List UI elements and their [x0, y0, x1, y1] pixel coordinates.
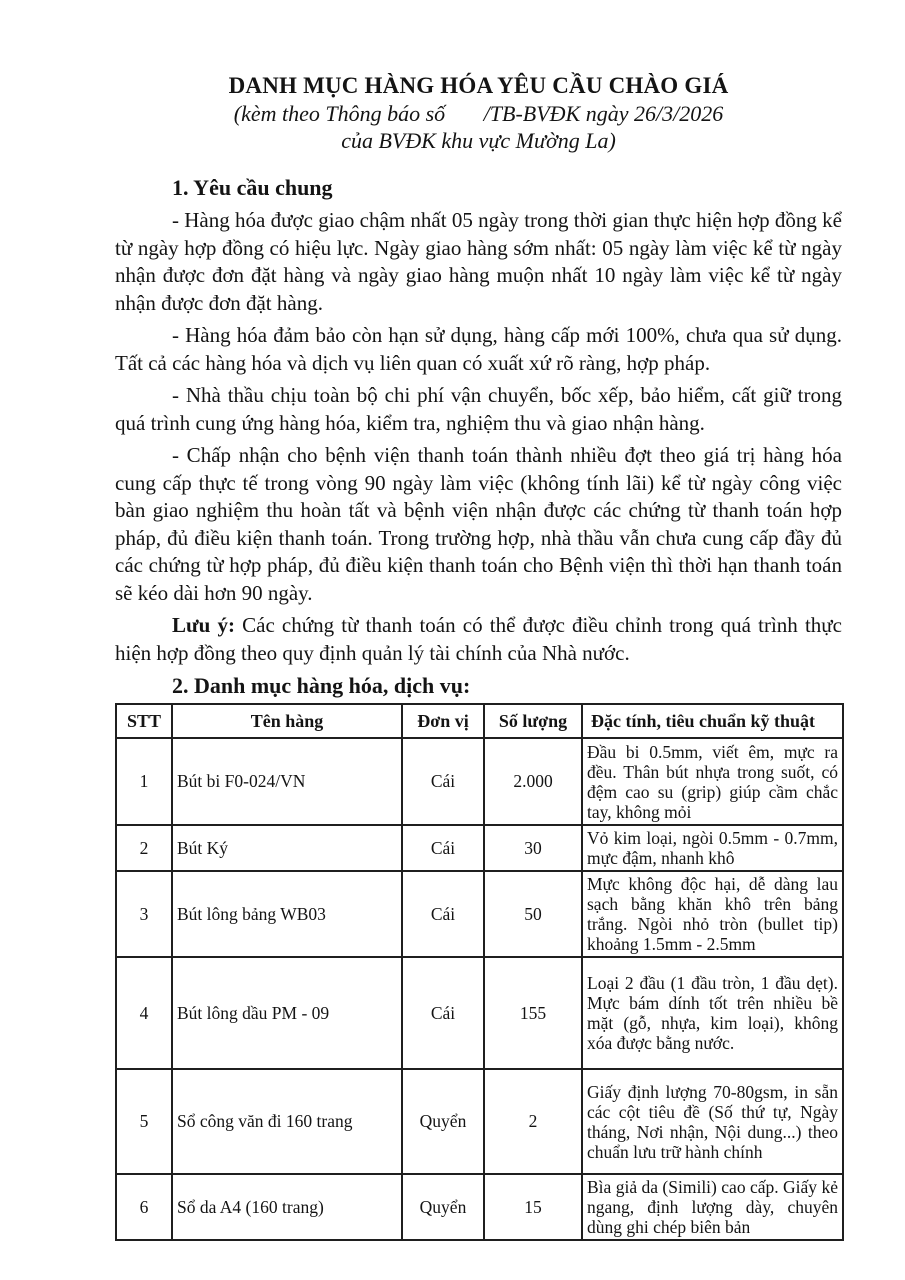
cell-qty: 50: [484, 871, 582, 957]
cell-unit: Cái: [402, 825, 484, 871]
table-row: [116, 1069, 843, 1174]
cell-qty: 2.000: [484, 738, 582, 825]
column-header-so-luong: Số lượng: [484, 704, 582, 738]
note-paragraph: [115, 612, 842, 667]
paragraph-delivery-terms: - Hàng hóa được giao chậm nhất 05 ngày trong thời gian thực hiện hợp đồng kể từ ngày hợp đồng có hiệu lực. Ngày giao hàng sớm nhất: 05 ngày làm việc kể từ ngày nhận được đơn đặt hàng và ngày giao hàng muộn nhất 10 ngày làm việc kể từ ngày nhận được đơn đặt hàng.: [115, 208, 842, 315]
cell-stt: 2: [116, 825, 172, 871]
subtitle-line-1: (kèm theo Thông báo số /TB-BVĐK ngày 26/3/2026: [233, 101, 724, 126]
cell-stt: 3: [116, 871, 172, 957]
table-row: [116, 871, 843, 957]
cell-stt: 1: [116, 738, 172, 825]
cell-spec: Mực không độc hại, dễ dàng lau sạch bằng khăn khô trên bảng trắng. Ngòi nhỏ tròn (bullet tip) khoảng 1.5mm - 2.5mm: [582, 871, 843, 957]
cell-spec: Vỏ kim loại, ngòi 0.5mm - 0.7mm, mực đậm, nhanh khô: [582, 825, 843, 871]
table-row: [116, 738, 843, 825]
paragraph-quality-terms: - Hàng hóa đảm bảo còn hạn sử dụng, hàng cấp mới 100%, chưa qua sử dụng. Tất cả các hàng hóa và dịch vụ liên quan có xuất xứ rõ ràng, hợp pháp.: [115, 323, 842, 375]
cell-stt: 4: [116, 957, 172, 1069]
paragraph-payment-terms: - Chấp nhận cho bệnh viện thanh toán thành nhiều đợt theo giá trị hàng hóa cung cấp thực tế trong vòng 90 ngày làm việc (không tính lãi) kể từ ngày công việc bàn giao nghiệm thu hoàn tất và bệnh viện nhận được các chứng từ thanh toán hợp pháp, đủ điều kiện thanh toán. Trong trường hợp, nhà thầu vẫn chưa cung cấp đầy đủ các chứng từ hợp pháp, đủ điều kiện thanh toán cho Bệnh viện thì thời hạn thanh toán sẽ kéo dài hơn 90 ngày.: [115, 443, 842, 605]
column-header-stt: STT: [116, 704, 172, 738]
cell-spec: Đầu bi 0.5mm, viết êm, mực ra đều. Thân bút nhựa trong suốt, có đệm cao su (grip) giúp cầm chắc tay, không mỏi: [582, 738, 843, 825]
cell-unit: Quyển: [402, 1174, 484, 1240]
subtitle-line-2: của BVĐK khu vực Mường La): [341, 128, 616, 153]
column-header-dac-tinh: Đặc tính, tiêu chuẩn kỹ thuật: [582, 704, 843, 738]
section-2-heading: 2. Danh mục hàng hóa, dịch vụ:: [172, 673, 471, 698]
cell-unit: Cái: [402, 871, 484, 957]
note-label: Lưu ý:: [172, 613, 235, 637]
column-header-ten-hang: Tên hàng: [172, 704, 402, 738]
page-title: DANH MỤC HÀNG HÓA YÊU CẦU CHÀO GIÁ: [228, 73, 729, 98]
cell-spec: Giấy định lượng 70-80gsm, in sẵn các cột tiêu đề (Số thứ tự, Ngày tháng, Nơi nhận, Nội dung...) theo chuẩn lưu trữ hành chính: [582, 1069, 843, 1174]
cell-qty: 15: [484, 1174, 582, 1240]
cell-name: Bút Ký: [172, 825, 402, 871]
table-header-row: [116, 704, 843, 738]
cell-name: Bút bi F0-024/VN: [172, 738, 402, 825]
cell-name: Sổ công văn đi 160 trang: [172, 1069, 402, 1174]
cell-spec: Loại 2 đầu (1 đầu tròn, 1 đầu dẹt). Mực bám dính tốt trên nhiều bề mặt (gỗ, nhựa, kim loại), không xóa được bằng nước.: [582, 957, 843, 1069]
table-row: [116, 957, 843, 1069]
goods-table: [115, 703, 844, 1241]
document-content: [115, 72, 842, 1241]
paragraph-contractor-costs: - Nhà thầu chịu toàn bộ chi phí vận chuyển, bốc xếp, bảo hiểm, cất giữ trong quá trình cung ứng hàng hóa, kiểm tra, nghiệm thu và giao nhận hàng.: [115, 383, 842, 435]
cell-name: Sổ da A4 (160 trang): [172, 1174, 402, 1240]
section-1-heading: 1. Yêu cầu chung: [172, 175, 333, 200]
cell-unit: Quyển: [402, 1069, 484, 1174]
cell-spec: Bìa giả da (Simili) cao cấp. Giấy kẻ ngang, định lượng dày, chuyên dùng ghi chép biên bản: [582, 1174, 843, 1240]
column-header-don-vi: Đơn vị: [402, 704, 484, 738]
cell-stt: 5: [116, 1069, 172, 1174]
cell-stt: 6: [116, 1174, 172, 1240]
table-row: [116, 1174, 843, 1240]
cell-qty: 2: [484, 1069, 582, 1174]
cell-qty: 155: [484, 957, 582, 1069]
cell-unit: Cái: [402, 957, 484, 1069]
cell-name: Bút lông bảng WB03: [172, 871, 402, 957]
cell-qty: 30: [484, 825, 582, 871]
cell-unit: Cái: [402, 738, 484, 825]
table-row: [116, 825, 843, 871]
cell-name: Bút lông dầu PM - 09: [172, 957, 402, 1069]
note-text: Các chứng từ thanh toán có thể được điều chỉnh trong quá trình thực hiện hợp đồng theo quy định quản lý tài chính của Nhà nước.: [115, 613, 843, 665]
